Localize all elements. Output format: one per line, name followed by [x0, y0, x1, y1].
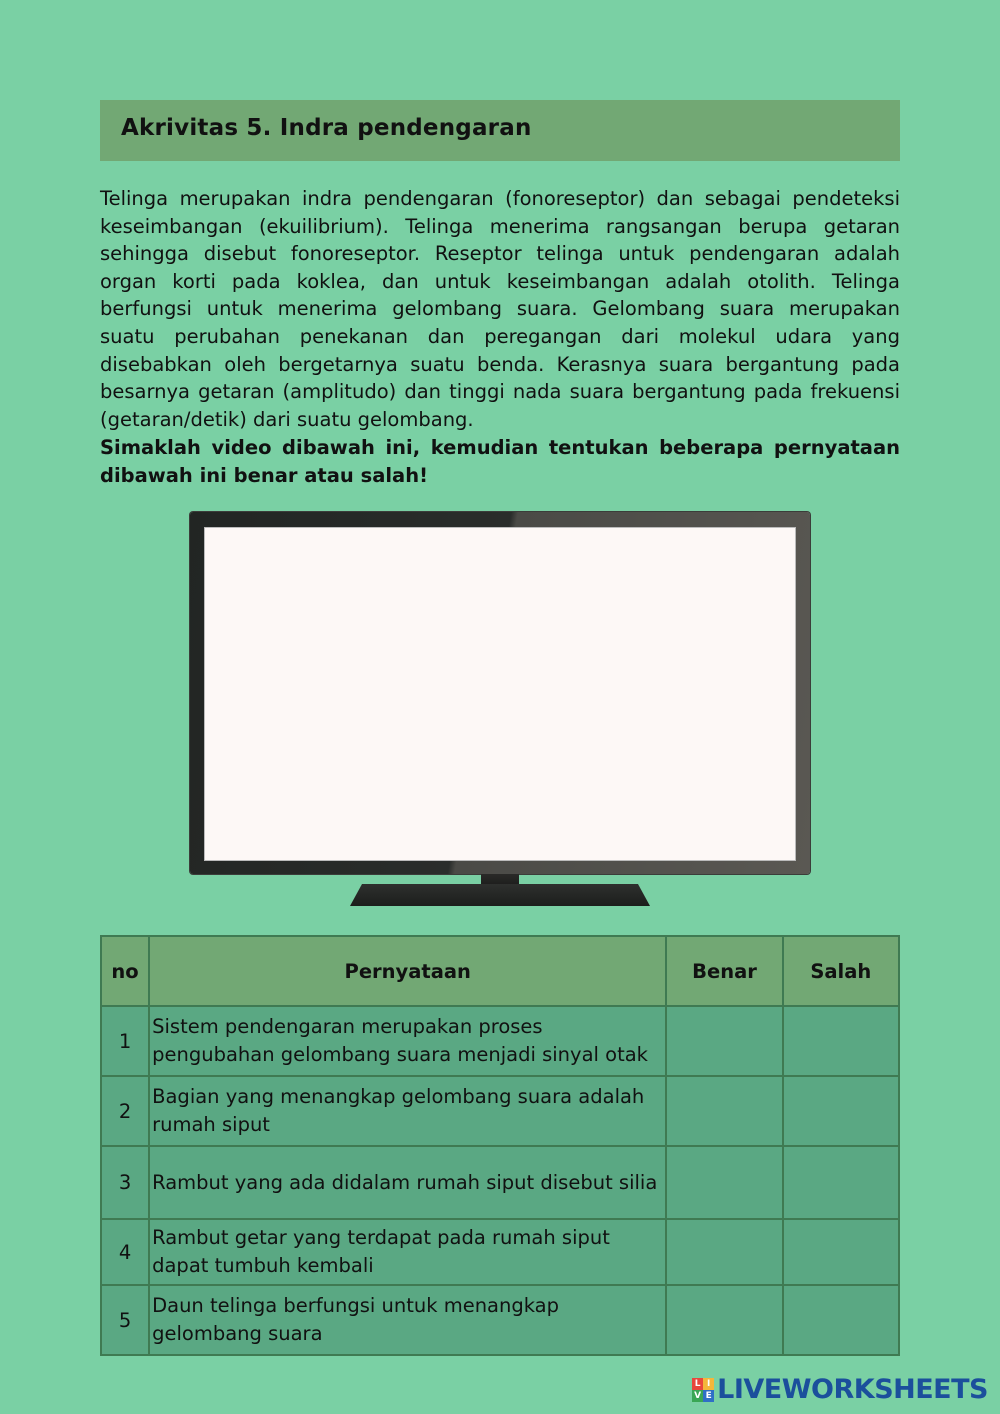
row-number: 1	[101, 1006, 149, 1076]
video-player-frame[interactable]	[190, 512, 810, 874]
true-false-table	[100, 935, 900, 1356]
answer-benar-cell[interactable]	[666, 1006, 782, 1076]
header-false: Salah	[783, 936, 899, 1006]
row-number: 5	[101, 1285, 149, 1355]
table-row	[101, 1006, 899, 1076]
liveworksheets-logo-icon	[692, 1378, 714, 1402]
logo-letter-e: E	[703, 1390, 714, 1402]
answer-salah-cell[interactable]	[783, 1006, 899, 1076]
logo-letter-l: L	[692, 1378, 703, 1390]
row-number: 3	[101, 1146, 149, 1219]
table-row	[101, 1219, 899, 1285]
answer-benar-cell[interactable]	[666, 1146, 782, 1219]
video-screen[interactable]	[204, 527, 796, 861]
row-statement: Rambut yang ada didalam rumah siput disebut silia	[149, 1146, 666, 1219]
header-no: no	[101, 936, 149, 1006]
logo-letter-v: V	[692, 1390, 703, 1402]
row-number: 4	[101, 1219, 149, 1285]
answer-benar-cell[interactable]	[666, 1219, 782, 1285]
answer-benar-cell[interactable]	[666, 1076, 782, 1146]
row-number: 2	[101, 1076, 149, 1146]
row-statement: Daun telinga berfungsi untuk menangkap gelombang suara	[149, 1285, 666, 1355]
liveworksheets-logo-text: LIVEWORKSHEETS	[717, 1374, 988, 1405]
logo-letter-i: I	[703, 1378, 714, 1390]
row-statement: Bagian yang menangkap gelombang suara adalah rumah siput	[149, 1076, 666, 1146]
table-header-row	[101, 936, 899, 1006]
table-row	[101, 1146, 899, 1219]
answer-benar-cell[interactable]	[666, 1285, 782, 1355]
row-statement: Sistem pendengaran merupakan proses pengubahan gelombang suara menjadi sinyal otak	[149, 1006, 666, 1076]
answer-salah-cell[interactable]	[783, 1219, 899, 1285]
answer-salah-cell[interactable]	[783, 1285, 899, 1355]
answer-salah-cell[interactable]	[783, 1146, 899, 1219]
table-row	[101, 1285, 899, 1355]
instruction-text: Simaklah video dibawah ini, kemudian tentukan beberapa pernyataan dibawah ini benar atau salah!	[100, 436, 900, 487]
liveworksheets-logo[interactable]	[692, 1374, 988, 1405]
header-statement: Pernyataan	[149, 936, 666, 1006]
answer-salah-cell[interactable]	[783, 1076, 899, 1146]
tv-stand-base	[350, 884, 650, 906]
header-true: Benar	[666, 936, 782, 1006]
activity-title-bar	[100, 100, 900, 161]
table-row	[101, 1076, 899, 1146]
activity-title: Akrivitas 5. Indra pendengaran	[121, 115, 532, 141]
row-statement: Rambut getar yang terdapat pada rumah siput dapat tumbuh kembali	[149, 1219, 666, 1285]
intro-paragraph: Telinga merupakan indra pendengaran (fonoreseptor) dan sebagai pendeteksi keseimbangan (ekuilibrium). Telinga menerima rangsangan berupa getaran sehingga disebut fonoreseptor. Reseptor telinga untuk pendengaran adalah organ korti pada koklea, dan untuk keseimbangan adalah otolith. Telinga berfungsi untuk menerima gelombang suara. Gelombang suara merupakan suatu perubahan penekanan dan peregangan dari molekul udara yang disebabkan oleh bergetarnya suatu benda. Kerasnya suara bergantung pada besarnya getaran (amplitudo) dan tinggi nada suara bergantung pada frekuensi (getaran/detik) dari suatu gelombang.	[100, 187, 900, 431]
